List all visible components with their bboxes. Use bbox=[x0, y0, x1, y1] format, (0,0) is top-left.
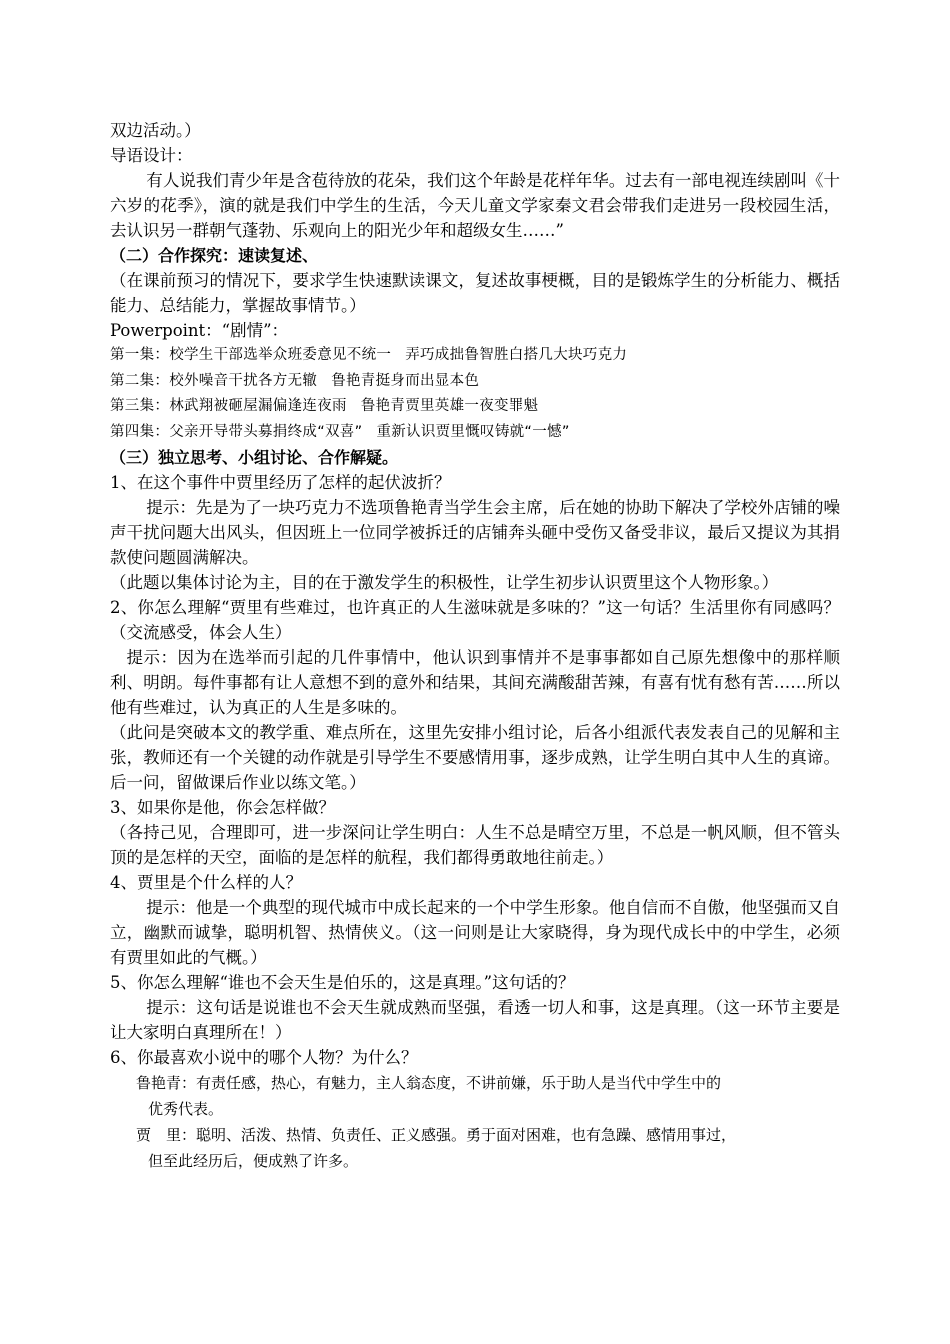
character-lu-yanqing: 鲁艳青：有责任感，热心，有魅力，主人翁态度，不讲前嫌，乐于助人是当代中学生中的 优秀代表。 bbox=[136, 1074, 722, 1118]
character-jia-li: 贾 里：聪明、活泼、热情、负责任、正义感强。勇于面对困难，也有急躁、感情用事过， 但至此经历后，便成熟了许多。 bbox=[136, 1126, 737, 1170]
question-3-note: （各持己见，合理即可，进一步深问让学生明白：人生不总是晴空万里，不总是一帆风顺，但不管头顶的是怎样的天空，面临的是怎样的航程，我们都得勇敢地往前走。） bbox=[110, 823, 840, 867]
question-1: 1、在这个事件中贾里经历了怎样的起伏波折？ bbox=[110, 473, 451, 492]
guide-label: 导语设计： bbox=[110, 146, 193, 165]
question-1-note: （此题以集体讨论为主，目的在于激发学生的积极性，让学生初步认识贾里这个人物形象。） bbox=[110, 573, 779, 592]
question-5: 5、你怎么理解“谁也不会天生是伯乐的，这是真理。”这句话的？ bbox=[110, 973, 575, 992]
intro-fragment: 双边活动。） bbox=[110, 121, 201, 140]
question-5-hint: 提示：这句话是说谁也不会天生就成熟而坚强，看透一切人和事，这是真理。（这一环节主要是让大家明白真理所在！） bbox=[110, 998, 840, 1042]
episode-line: 第四集：父亲开导带头募捐终成“双喜” 重新认识贾里慨叹铸就“一憾” bbox=[110, 423, 570, 440]
question-6: 6、你最喜欢小说中的哪个人物？为什么？ bbox=[110, 1048, 418, 1067]
section2-note: （在课前预习的情况下，要求学生快速默读课文，复述故事梗概，目的是锻炼学生的分析能力、概括能力、总结能力，掌握故事情节。） bbox=[110, 271, 840, 315]
question-2-note: （此问是突破本文的教学重、难点所在，这里先安排小组讨论，后各小组派代表发表自己的见解和主张，教师还有一个关键的动作就是引导学生不要感情用事，逐步成熟，让学生明白其中人生的真谛。后一问，留做课后作业以练文笔。） bbox=[110, 723, 840, 792]
question-4-hint: 提示：他是一个典型的现代城市中成长起来的一个中学生形象。他自信而不自傲，他坚强而又自立，幽默而诚挚，聪明机智、热情侠义。（这一问则是让大家晓得，身为现代成长中的中学生，必须有贾里如此的气概。） bbox=[110, 898, 840, 967]
question-3: 3、如果你是他，你会怎样做？ bbox=[110, 798, 335, 817]
powerpoint-label: Powerpoint：“剧情”： bbox=[110, 321, 289, 340]
question-2: 2、你怎么理解“贾里有些难过，也许真正的人生滋味就是多味的？”这一句话？生活里你有同感吗？（交流感受，体会人生） bbox=[110, 598, 840, 642]
section2-heading: （二）合作探究：速读复述、 bbox=[110, 246, 319, 265]
section3-heading: （三）独立思考、小组讨论、合作解疑。 bbox=[110, 448, 399, 467]
episode-line: 第一集：校学生干部选举众班委意见不统一 弄巧成拙鲁智胜白搭几大块巧克力 bbox=[110, 347, 628, 363]
question-1-hint: 提示：先是为了一块巧克力不选项鲁艳青当学生会主席，后在她的协助下解决了学校外店铺的噪声干扰问题大出风头，但因班上一位同学被拆迁的店铺奔头砸中受伤又备受非议，最后又提议为其捐款使问题圆满解决。 bbox=[110, 498, 840, 567]
question-2-hint: 提示：因为在选举而引起的几件事情中，他认识到事情并不是事事都如自己原先想像中的那样顺利、明朗。每件事都有让人意想不到的意外和结果，其间充满酸甜苦辣，有喜有忧有愁有苦……所以他有些难过，认为真正的人生是多味的。 bbox=[110, 648, 840, 717]
document-page bbox=[110, 118, 840, 1174]
question-4: 4、贾里是个什么样的人？ bbox=[110, 873, 302, 892]
guide-paragraph: 有人说我们青少年是含苞待放的花朵，我们这个年龄是花样年华。过去有一部电视连续剧叫《十六岁的花季》，演的就是我们中学生的生活，今天儿童文学家秦文君会带我们走进另一段校园生活，去认识另一群朝气蓬勃、乐观向上的阳光少年和超级女生……” bbox=[110, 171, 840, 240]
episode-line: 第二集：校外噪音干扰各方无辙 鲁艳青挺身而出显本色 bbox=[110, 372, 480, 389]
episode-line: 第三集：林武翔被砸屋漏偏逢连夜雨 鲁艳青贾里英雄一夜变罪魁 bbox=[110, 398, 539, 414]
